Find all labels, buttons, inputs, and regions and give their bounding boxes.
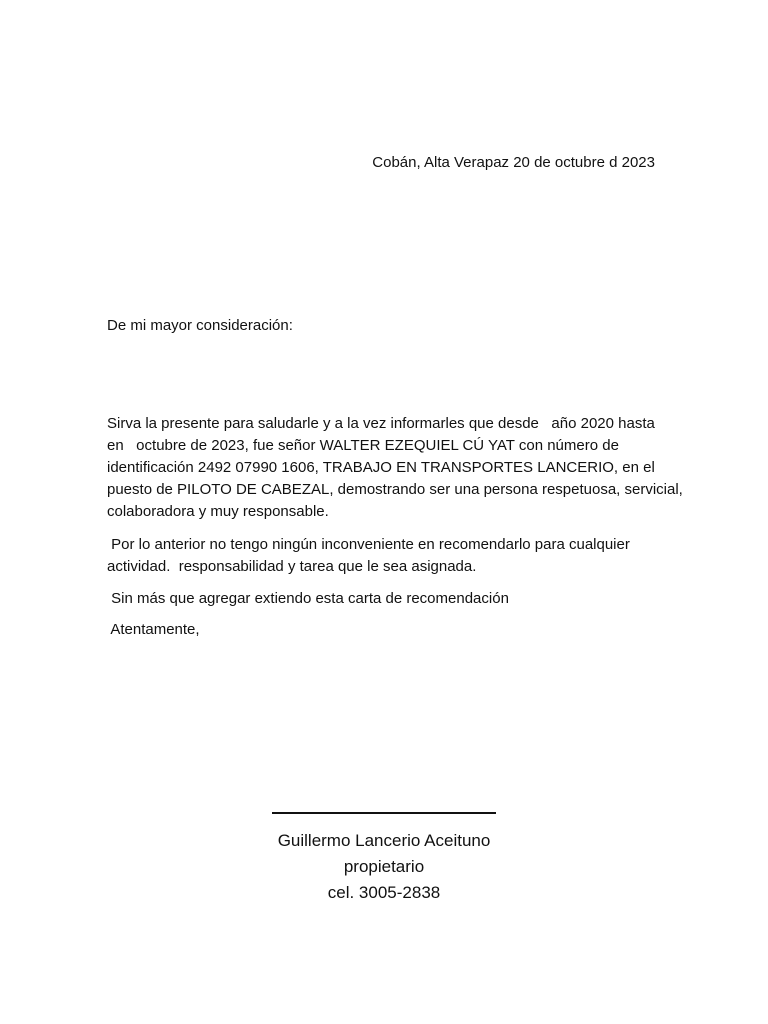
signer-phone: cel. 3005-2838	[327, 883, 441, 902]
signature-line	[272, 812, 496, 814]
paragraph-1-line: Sirva la presente para saludarle y a la vez informarles que desde año 2020 hasta	[107, 415, 655, 432]
signer-title: propietario	[343, 857, 425, 876]
letter-salutation: De mi mayor consideración:	[107, 317, 293, 334]
paragraph-2	[107, 534, 667, 578]
signature-block	[234, 828, 534, 906]
paragraph-1-line: colaboradora y muy responsable.	[107, 503, 329, 520]
paragraph-1-line: en octubre de 2023, fue señor WALTER EZEQUIEL CÚ YAT con número de	[107, 437, 619, 454]
paragraph-1-line: identificación 2492 07990 1606, TRABAJO EN TRANSPORTES LANCERIO, en el	[107, 459, 655, 476]
paragraph-1	[107, 413, 683, 523]
paragraph-3: Sin más que agregar extiendo esta carta de recomendación	[107, 590, 509, 607]
paragraph-2-line: actividad. responsabilidad y tarea que le sea asignada.	[107, 558, 477, 575]
paragraph-1-line: puesto de PILOTO DE CABEZAL, demostrando ser una persona respetuosa, servicial,	[107, 481, 683, 498]
closing-text: Atentamente,	[107, 621, 200, 638]
paragraph-2-line: Por lo anterior no tengo ningún inconveniente en recomendarlo para cualquier	[107, 536, 630, 553]
letter-date: Cobán, Alta Verapaz 20 de octubre d 2023	[372, 154, 655, 171]
signer-name: Guillermo Lancerio Aceituno	[277, 831, 491, 850]
